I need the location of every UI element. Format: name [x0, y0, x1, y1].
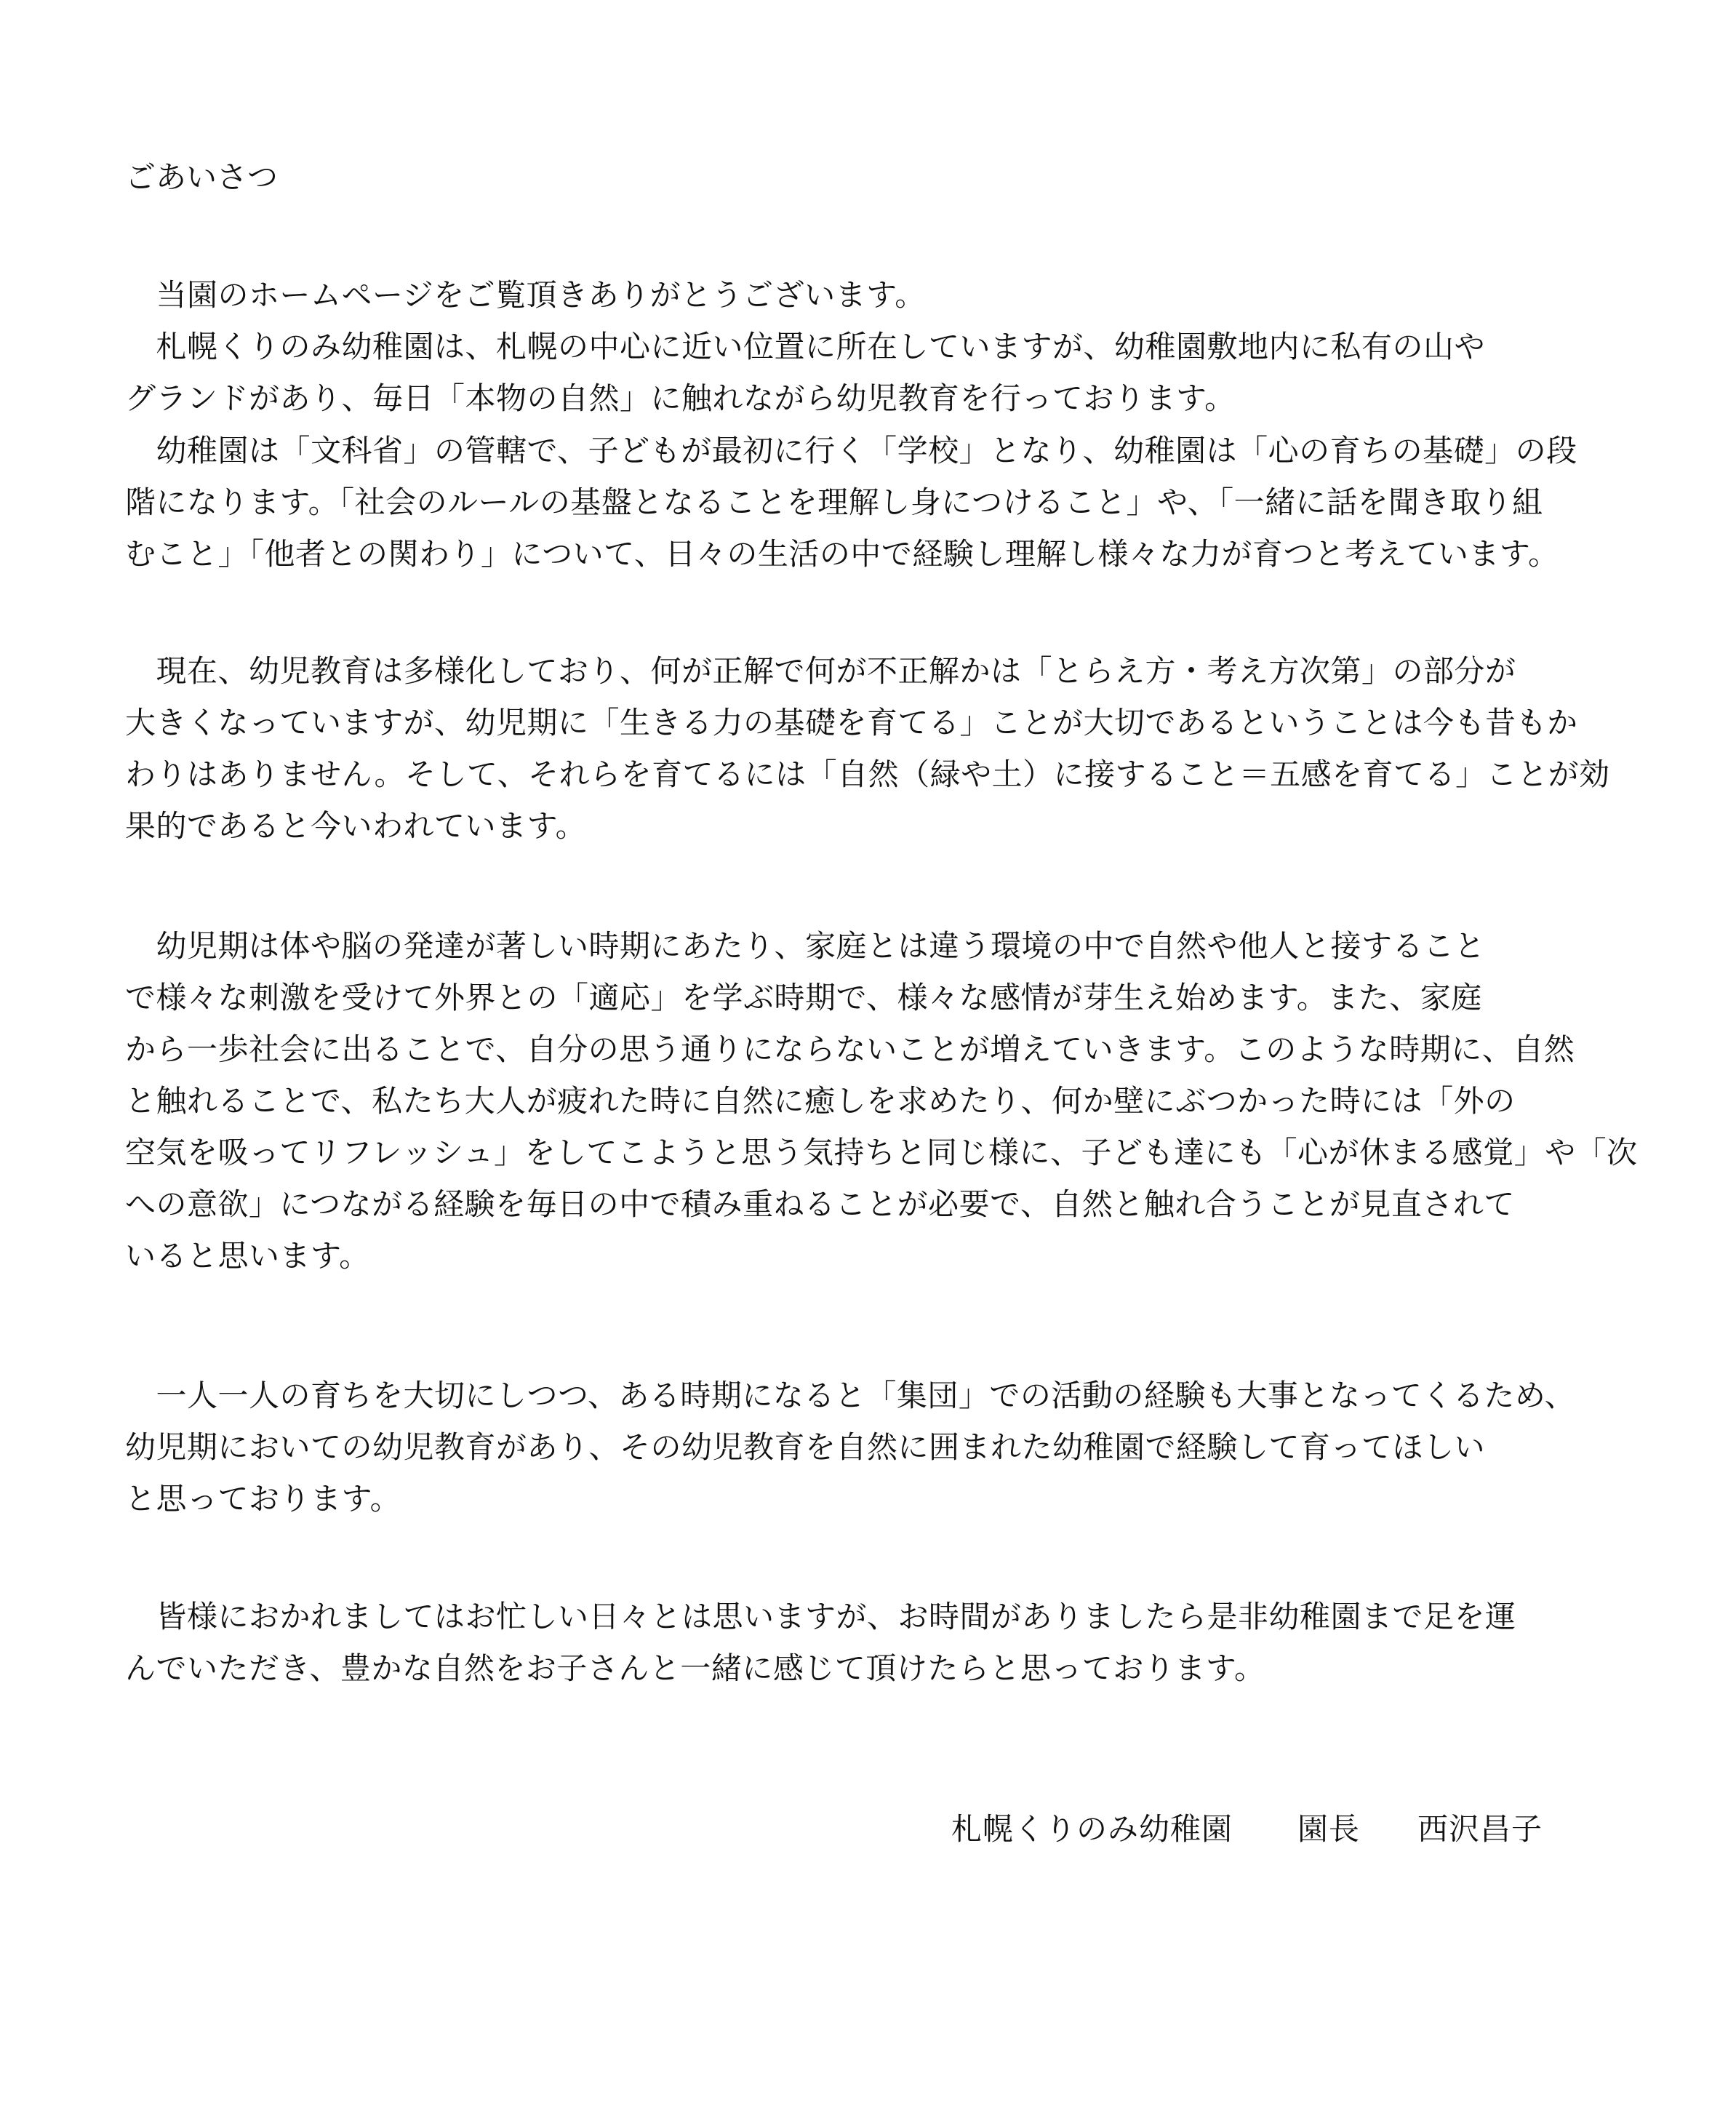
paragraph-1-line-3: グランドがあり、毎日「本物の自然」に触れながら幼児教育を行っております。: [125, 380, 1236, 416]
paragraph-3-line-6: への意欲」につながる経験を毎日の中で積み重ねることが必要で、自然と触れ合うことが見直されて: [125, 1186, 1515, 1222]
paragraph-1-line-6: むこと」「他者との関わり」について、日々の生活の中で経験し理解し様々な力が育つと考えています。: [125, 536, 1559, 572]
paragraph-2-line-1: 現在、幼児教育は多様化しており、何が正解で何が不正解かは「とらえ方・考え方次第」の部分が: [125, 653, 1516, 689]
signature-organization: 札幌くりのみ幼稚園: [951, 1811, 1233, 1847]
paragraph-3-line-1: 幼児期は体や脳の発達が著しい時期にあたり、家庭とは違う環境の中で自然や他人と接すること: [125, 928, 1486, 964]
page-title: ごあいさつ: [125, 159, 279, 195]
paragraph-1-line-2: 札幌くりのみ幼稚園は、札幌の中心に近い位置に所在していますが、幼稚園敷地内に私有の山や: [125, 329, 1486, 364]
paragraph-2-line-3: わりはありません。そして、それらを育てるには「自然（緑や土）に接すること＝五感を育てる」ことが効: [125, 756, 1610, 792]
paragraph-1-line-4: 幼稚園は「文科省」の管轄で、子どもが最初に行く「学校」となり、幼稚園は「心の育ちの基礎」の段: [125, 433, 1577, 468]
paragraph-1-line-5: 階になります。「社会のルールの基盤となることを理解し身につけること」や、「一緒に話を聞き取り組: [125, 484, 1543, 520]
paragraph-2-line-4: 果的であると今いわれています。: [125, 808, 587, 844]
paragraph-1-line-1: 当園のホームページをご覧頂きありがとうございます。: [125, 277, 926, 313]
paragraph-4-line-2: 幼児期においての幼児教育があり、その幼児教育を自然に囲まれた幼稚園で経験して育ってほしい: [125, 1429, 1486, 1465]
paragraph-4-line-1: 一人一人の育ちを大切にしつつ、ある時期になると「集団」での活動の経験も大事となってくるため、: [125, 1378, 1576, 1413]
signature-name: 西沢昌子: [1417, 1811, 1543, 1847]
paragraph-3-line-2: で様々な刺激を受けて外界との「適応」を学ぶ時期で、様々な感情が芽生え始めます。また、家庭: [125, 980, 1482, 1015]
paragraph-3-line-4: と触れることで、私たち大人が疲れた時に自然に癒しを求めたり、何か壁にぶつかった時には「外の: [125, 1083, 1516, 1119]
paragraph-2-line-2: 大きくなっていますが、幼児期に「生きる力の基礎を育てる」ことが大切であるということは今も昔もか: [125, 705, 1578, 740]
signature-role: 園長: [1297, 1811, 1361, 1847]
paragraph-3-line-3: から一歩社会に出ることで、自分の思う通りにならないことが増えていきます。このような時期に、自然: [125, 1031, 1575, 1067]
paragraph-5-line-2: んでいただき、豊かな自然をお子さんと一緒に感じて頂けたらと思っております。: [125, 1650, 1265, 1686]
paragraph-3-line-5: 空気を吸ってリフレッシュ」をしてこようと思う気持ちと同じ様に、子ども達にも「心が休まる感覚」や「次: [125, 1135, 1638, 1170]
paragraph-5-line-1: 皆様におかれましてはお忙しい日々とは思いますが、お時間がありましたら是非幼稚園まで足を運: [125, 1599, 1516, 1634]
paragraph-3-line-7: いると思います。: [125, 1238, 370, 1274]
paragraph-4-line-3: と思っております。: [125, 1481, 401, 1517]
